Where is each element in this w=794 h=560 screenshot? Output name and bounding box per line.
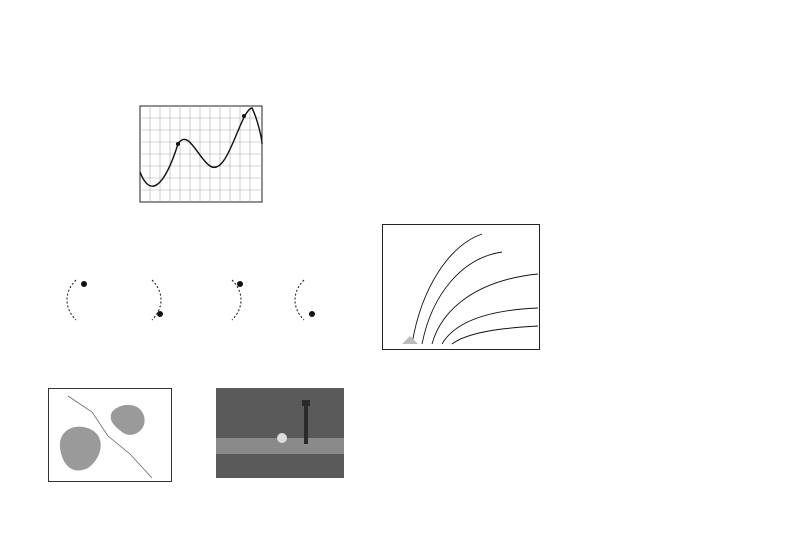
chart-svg (132, 100, 272, 216)
map-paragraph (44, 338, 370, 384)
option-c-icon (210, 270, 280, 330)
equation-of-time-chart (132, 100, 272, 216)
photo-svg (216, 388, 344, 478)
option-d-icon (286, 270, 356, 330)
sun-position-option-a[interactable] (58, 270, 128, 330)
sun-position-option-b[interactable] (130, 270, 200, 330)
map-svg (48, 388, 172, 482)
sun-position-option-c[interactable] (210, 270, 280, 330)
diagram-svg (382, 224, 540, 350)
sunset-photo (216, 388, 344, 478)
temperature-contour-diagram (382, 224, 540, 350)
location-map (48, 388, 172, 482)
option-a-icon (58, 270, 128, 330)
weather-paragraph (397, 172, 727, 218)
sun-position-option-d[interactable] (286, 270, 356, 330)
intro-paragraph (44, 46, 370, 92)
option-b-icon (130, 270, 200, 330)
